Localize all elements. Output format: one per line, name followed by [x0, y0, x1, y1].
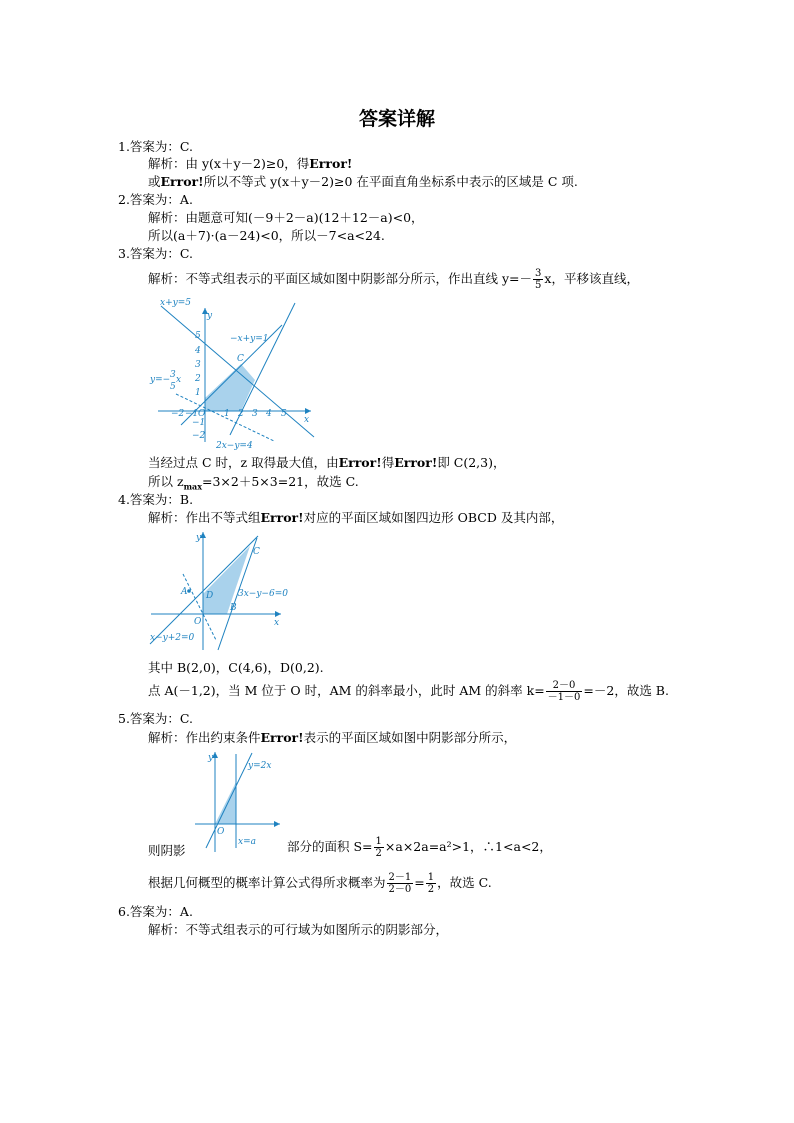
- q5-line2b: 部分的面积 S= $\frac{1}{2}$ ×a×2a=a²>1，∴1<a<2，: [287, 836, 552, 859]
- q5-shaded-region: [215, 782, 236, 824]
- q4-label-x: x: [274, 618, 280, 628]
- q3-label-2x-y-4: 2x−y=4: [216, 441, 253, 451]
- q5-line-y-2x: [206, 753, 252, 848]
- q4-answer: 4.答案为：B.: [118, 492, 194, 507]
- q3-ytick: −2: [192, 431, 206, 441]
- q4-line3: 点 A(－1,2)，当 M 位于 O 时，AM 的斜率最小，此时 AM 的斜率 k= $\frac{2-0}{-1-0}$ =－2，故选 B.: [148, 680, 669, 703]
- q5-label-O: O: [217, 827, 225, 837]
- q3-line1: 解析：不等式组表示的平面区域如图中阴影部分所示，作出直线 y=－ $\frac{3}{5}$ x，平移该直线，: [148, 268, 639, 291]
- q3-label-yfrac-x: x: [176, 375, 182, 385]
- q4-shaded-region: [203, 546, 250, 614]
- q4-label-D: D: [206, 591, 214, 601]
- q3-label-neg-x-plus-y-1: −x+y=1: [230, 334, 269, 344]
- q3-xtick: 2: [238, 409, 244, 419]
- q2-line1: 解析：由题意可知(－9＋2－a)(12＋12－a)<0，: [148, 210, 424, 225]
- q3-label-yfrac-n: 3: [170, 370, 176, 380]
- q5-figure: [190, 748, 285, 856]
- q3-label-yfrac-d: 5: [170, 382, 176, 392]
- q3-line3: 所以 $z_{max}=3\times 2+5\times 3=21$，故选 C.: [148, 474, 359, 492]
- q3-ytick: 1: [195, 388, 201, 398]
- q4-label-C: C: [253, 547, 260, 557]
- q4-label-x-y-2: x−y+2=0: [150, 633, 195, 643]
- q3-xtick: 1: [224, 409, 230, 419]
- q3-ytick: −1: [192, 418, 206, 428]
- q5-label-x-a: x=a: [238, 837, 256, 847]
- q5-answer: 5.答案为：C.: [118, 711, 194, 726]
- q4-line2: 其中 B(2,0)，C(4,6)，D(0,2).: [148, 660, 324, 675]
- q1-line2: 或Error!所以不等式 y(x＋y－2)≥0 在平面直角坐标系中表示的区域是 C 项.: [148, 174, 578, 189]
- q4-label-O: O: [194, 617, 202, 627]
- q3-label-C: C: [237, 354, 244, 364]
- q5-label-y: y: [208, 753, 214, 763]
- q5-line3: 根据几何概型的概率计算公式得所求概率为 $\frac{2-1}{2-0}$ = $\frac{1}{2}$ ，故选 C.: [148, 872, 492, 895]
- q3-ytick: 5: [195, 331, 201, 341]
- q3-figure: [146, 294, 318, 454]
- q4-label-B: B: [230, 603, 237, 613]
- q3-xtick: 5: [281, 409, 287, 419]
- q5-line1: 解析：作出约束条件Error!表示的平面区域如图中阴影部分所示，: [148, 730, 517, 745]
- q3-label-yfrac: y=−: [150, 375, 171, 385]
- q3-answer: 3.答案为：C.: [118, 246, 194, 261]
- q3-label-O: O: [198, 409, 206, 419]
- q4-line1: 解析：作出不等式组Error!对应的平面区域如图四边形 OBCD 及其内部，: [148, 510, 564, 525]
- q3-xtick: 3: [252, 409, 258, 419]
- q5-fraction-half: $\frac{1}{2}$: [375, 836, 382, 859]
- q3-xtick: −2: [171, 409, 185, 419]
- q4-label-3x-y-6: 3x−y−6=0: [238, 589, 288, 599]
- q3-xtick: −1: [185, 409, 199, 419]
- q2-line2: 所以(a＋7)·(a－24)<0，所以－7<a<24.: [148, 228, 385, 243]
- q6-answer: 6.答案为：A.: [118, 904, 193, 919]
- q4-point-A: [187, 589, 191, 593]
- q3-label-y: y: [207, 311, 213, 321]
- q1-line1: 解析：由 y(x＋y－2)≥0，得Error!: [148, 156, 353, 171]
- q5-line2a: 则阴影: [148, 843, 186, 858]
- q3-label-x: x: [304, 415, 310, 425]
- q3-xtick: 4: [266, 409, 272, 419]
- q3-line2: 当经过点 C 时，z 取得最大值，由Error!得Error!即 C(2,3)，: [148, 455, 506, 470]
- q4-label-A: A: [181, 587, 188, 597]
- q5-fraction-prob: $\frac{2-1}{2-0}$: [388, 872, 412, 895]
- q4-figure: [146, 528, 288, 656]
- q3-ytick: 2: [195, 374, 201, 384]
- q3-ytick: 4: [195, 346, 201, 356]
- q3-ytick: 3: [195, 360, 201, 370]
- q4-fraction: $\frac{2-0}{-1-0}$: [547, 680, 581, 703]
- q2-answer: 2.答案为：A.: [118, 192, 193, 207]
- q3-shaded-region: [205, 364, 255, 411]
- q3-fraction: $\frac{3}{5}$: [535, 268, 542, 291]
- q5-fraction-result: $\frac{1}{2}$: [427, 872, 435, 895]
- q4-label-y: y: [196, 533, 202, 543]
- q3-label-x-plus-y-5: x+y=5: [160, 298, 191, 308]
- q6-line1: 解析：不等式组表示的可行域为如图所示的阴影部分，: [148, 922, 449, 937]
- q5-label-y-2x: y=2x: [248, 761, 272, 771]
- page-title: 答案详解: [358, 108, 435, 130]
- q1-answer: 1.答案为：C.: [118, 139, 194, 154]
